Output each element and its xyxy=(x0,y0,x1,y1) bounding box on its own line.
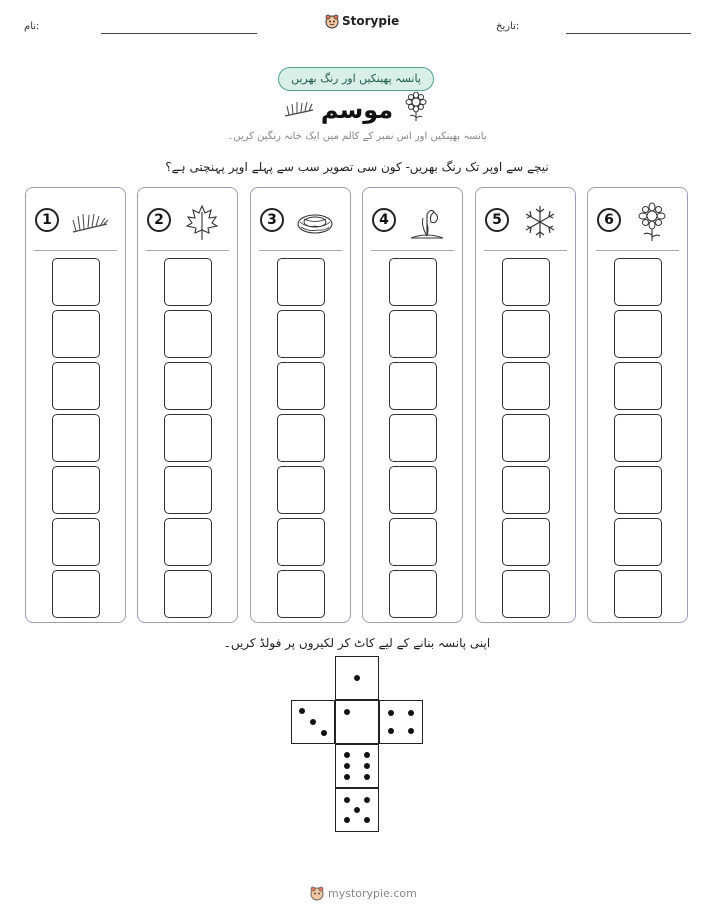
color-cell[interactable] xyxy=(52,258,100,306)
dice-pip xyxy=(364,774,370,780)
color-cell[interactable] xyxy=(52,310,100,358)
color-cell[interactable] xyxy=(277,362,325,410)
color-cell[interactable] xyxy=(164,414,212,462)
color-cell[interactable] xyxy=(277,414,325,462)
bird-nest-icon xyxy=(295,202,335,242)
color-cell[interactable] xyxy=(164,362,212,410)
dice-face-3 xyxy=(291,700,335,744)
dice-face-center xyxy=(335,700,379,744)
dice-face-1 xyxy=(335,656,379,700)
question-text: نیچے سے اوپر تک رنگ بھریں- کون سی تصویر سب سے پہلے اوپر پہنچتی ہے؟ xyxy=(165,160,549,174)
color-cell[interactable] xyxy=(614,362,662,410)
column-divider xyxy=(484,250,567,251)
color-cell[interactable] xyxy=(389,518,437,566)
dice-pip xyxy=(388,728,394,734)
dice-pip xyxy=(364,817,370,823)
color-cell[interactable] xyxy=(277,466,325,514)
column-number: 6 xyxy=(597,208,621,232)
storypie-logo xyxy=(325,13,399,29)
date-label: تاریخ: xyxy=(496,21,520,32)
color-cell[interactable] xyxy=(502,570,550,618)
dice-pip xyxy=(344,774,350,780)
dice-pip xyxy=(364,797,370,803)
snowdrop-flower-icon xyxy=(407,202,447,242)
color-cell[interactable] xyxy=(502,258,550,306)
column-1 xyxy=(25,187,126,623)
column-divider xyxy=(146,250,229,251)
color-cell[interactable] xyxy=(502,414,550,462)
cut-instruction: اپنی پانسہ بنانے کے لیے کاٹ کر لکیروں پر فولڈ کریں۔ xyxy=(223,636,491,650)
color-cell[interactable] xyxy=(52,466,100,514)
title-pill: پانسہ پھینکیں اور رنگ بھریں xyxy=(278,67,434,91)
storypie-mascot-icon xyxy=(325,13,339,29)
storypie-mascot-icon xyxy=(310,885,324,901)
sunflower-icon xyxy=(404,92,428,122)
column-number: 1 xyxy=(35,208,59,232)
color-cell[interactable] xyxy=(502,310,550,358)
dice-pip xyxy=(321,730,327,736)
color-cell[interactable] xyxy=(277,570,325,618)
color-cell[interactable] xyxy=(389,414,437,462)
dice-pip xyxy=(344,752,350,758)
dice-pip xyxy=(388,710,394,716)
color-cell[interactable] xyxy=(614,258,662,306)
color-cell[interactable] xyxy=(277,518,325,566)
dice-pip xyxy=(354,675,360,681)
maple-leaf-icon xyxy=(182,202,222,242)
dice-pip xyxy=(364,752,370,758)
color-cell[interactable] xyxy=(502,466,550,514)
color-cell[interactable] xyxy=(614,570,662,618)
dice-pip xyxy=(310,719,316,725)
color-cell[interactable] xyxy=(277,258,325,306)
column-divider xyxy=(371,250,454,251)
date-line xyxy=(566,33,691,34)
sunflower-icon xyxy=(632,202,672,242)
color-cell[interactable] xyxy=(614,466,662,514)
column-3 xyxy=(250,187,351,623)
column-divider xyxy=(596,250,679,251)
column-number: 5 xyxy=(485,208,509,232)
dice-face-5 xyxy=(335,788,379,832)
dice-pip xyxy=(364,763,370,769)
dice-pip xyxy=(344,797,350,803)
dice-face-6 xyxy=(335,744,379,788)
page-title: موسم xyxy=(320,96,394,124)
column-6 xyxy=(587,187,688,623)
dice-pip xyxy=(408,728,414,734)
dice-pip xyxy=(344,763,350,769)
column-4 xyxy=(362,187,463,623)
color-cell[interactable] xyxy=(164,310,212,358)
color-cell[interactable] xyxy=(389,258,437,306)
color-cell[interactable] xyxy=(164,258,212,306)
color-cell[interactable] xyxy=(164,570,212,618)
color-cell[interactable] xyxy=(277,310,325,358)
dice-pip xyxy=(344,709,350,715)
subtitle: پانسہ پھینکیں اور اس نمبر کے کالم میں ایک خانہ رنگین کریں۔ xyxy=(227,131,487,142)
dice-pip xyxy=(344,817,350,823)
column-number: 4 xyxy=(372,208,396,232)
dice-face-4 xyxy=(379,700,423,744)
footer-url: mystorypie.com xyxy=(328,886,417,900)
column-divider xyxy=(34,250,117,251)
column-divider xyxy=(259,250,342,251)
color-cell[interactable] xyxy=(52,570,100,618)
color-cell[interactable] xyxy=(164,466,212,514)
color-cell[interactable] xyxy=(614,310,662,358)
color-cell[interactable] xyxy=(614,414,662,462)
color-cell[interactable] xyxy=(614,518,662,566)
brand-name: Storypie xyxy=(342,14,400,28)
color-cell[interactable] xyxy=(389,466,437,514)
color-cell[interactable] xyxy=(164,518,212,566)
name-line xyxy=(101,33,257,34)
color-cell[interactable] xyxy=(389,570,437,618)
dice-pip xyxy=(354,807,360,813)
name-label: نام: xyxy=(24,21,40,32)
column-number: 3 xyxy=(260,208,284,232)
grass-icon xyxy=(70,202,110,242)
color-cell[interactable] xyxy=(389,362,437,410)
color-cell[interactable] xyxy=(389,310,437,358)
color-cell[interactable] xyxy=(502,362,550,410)
dice-pip xyxy=(408,710,414,716)
column-number: 2 xyxy=(147,208,171,232)
snowflake-icon xyxy=(520,202,560,242)
color-cell[interactable] xyxy=(502,518,550,566)
column-5 xyxy=(475,187,576,623)
dice-pip xyxy=(299,708,305,714)
footer xyxy=(310,885,417,901)
color-cell[interactable] xyxy=(52,362,100,410)
color-cell[interactable] xyxy=(52,414,100,462)
column-2 xyxy=(137,187,238,623)
color-cell[interactable] xyxy=(52,518,100,566)
